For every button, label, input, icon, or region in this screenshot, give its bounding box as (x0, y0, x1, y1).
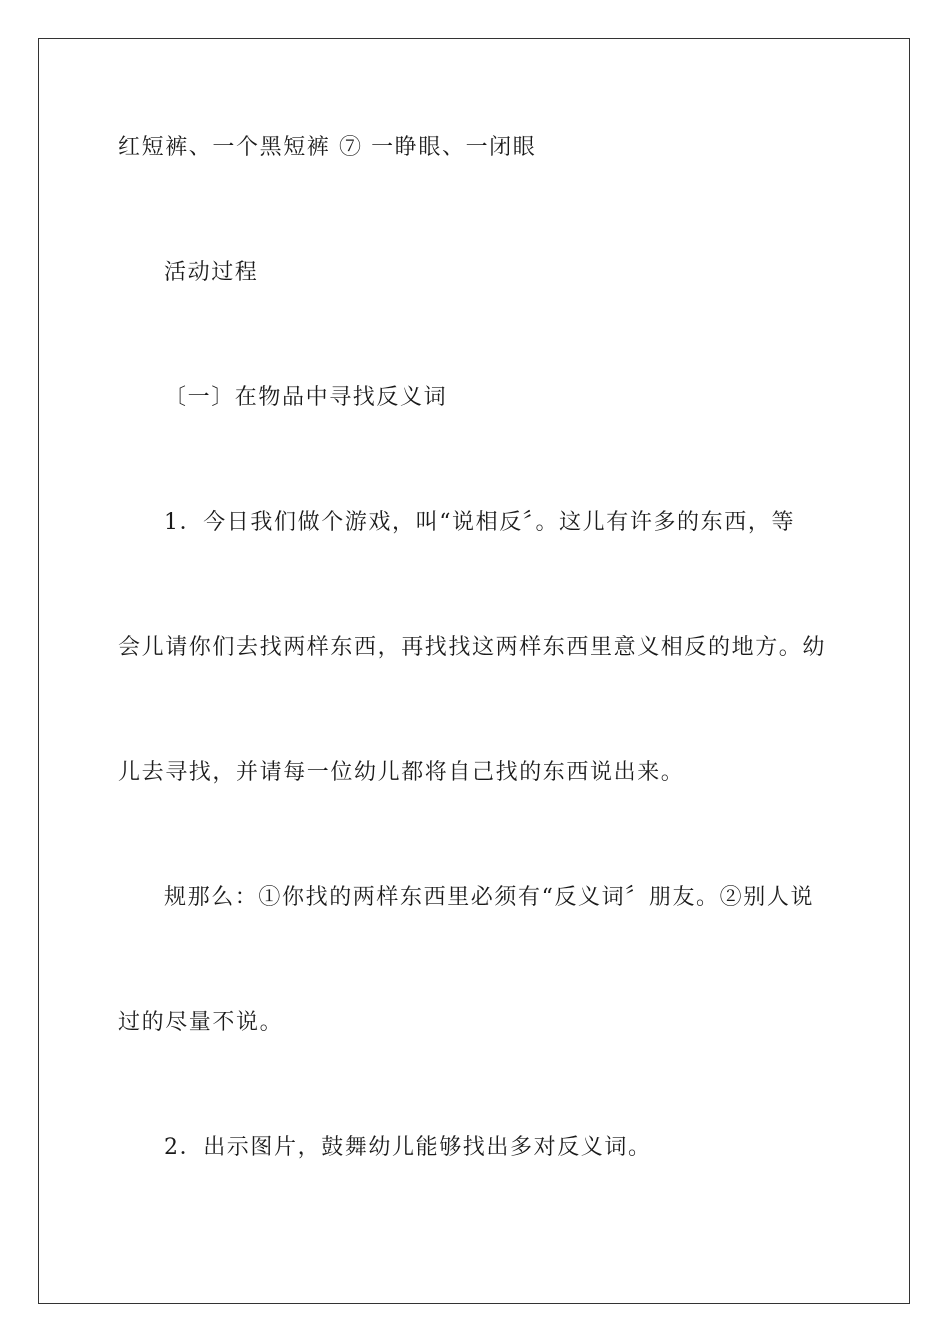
text-line-1: 红短裤、一个黑短裤 ⑦ 一睁眼、一闭眼 (118, 135, 537, 160)
rules-line-2: 过的尽量不说。 (118, 1010, 284, 1035)
page-border (38, 38, 910, 1304)
paragraph-1-line-1: 1．今日我们做个游戏，叫“说相反〞。这儿有许多的东西，等 (164, 510, 796, 535)
paragraph-1-line-2: 会儿请你们去找两样东西，再找找这两样东西里意义相反的地方。幼 (118, 635, 827, 660)
subsection-heading-1: 〔一〕在物品中寻找反义词 (164, 385, 448, 410)
rules-line-1: 规那么：①你找的两样东西里必须有“反义词〞朋友。②别人说 (164, 885, 815, 910)
section-heading-activity-process: 活动过程 (164, 260, 259, 285)
paragraph-2-line-1: 2．出示图片，鼓舞幼儿能够找出多对反义词。 (164, 1135, 652, 1160)
paragraph-1-line-3: 儿去寻找，并请每一位幼儿都将自己找的东西说出来。 (118, 760, 685, 785)
